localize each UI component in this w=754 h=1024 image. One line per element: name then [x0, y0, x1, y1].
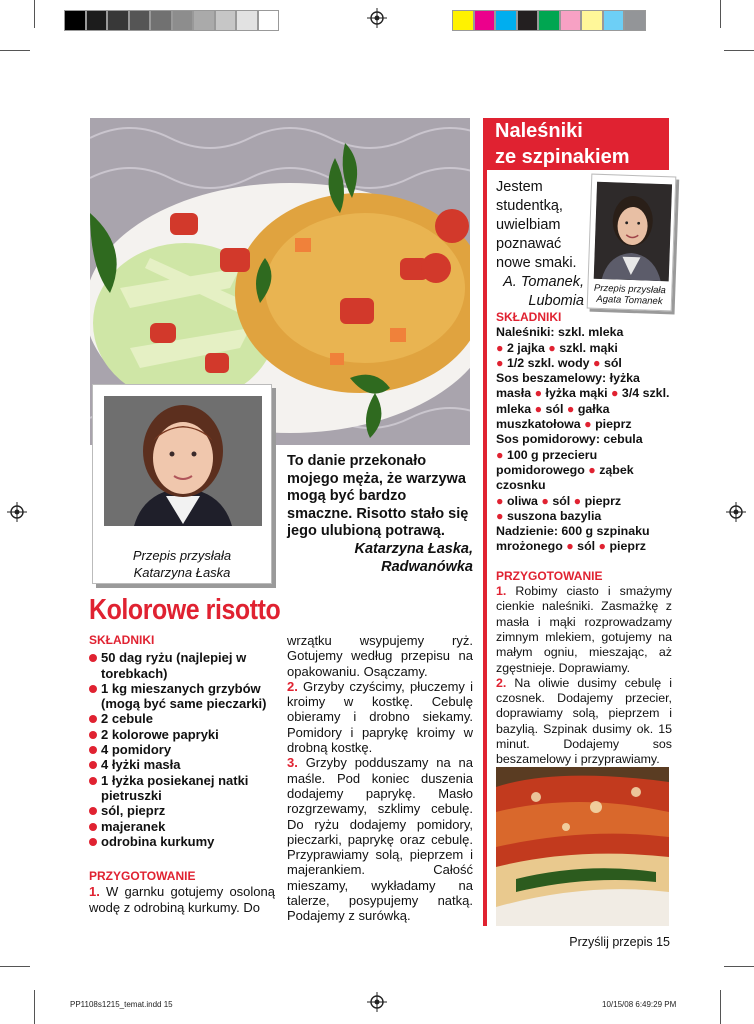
color-swatch: [517, 10, 539, 31]
recipe-quote: [287, 453, 473, 576]
cmyk-color-bar: [452, 10, 646, 31]
photo-caption: Przepis przysłała: [593, 282, 666, 297]
recipe-title: Kolorowe risotto: [89, 594, 281, 626]
color-swatch: [193, 10, 215, 31]
ingredient-item: 100 g przecieru pomidorowego: [496, 447, 598, 477]
ingredient-item: sól, pieprz: [89, 803, 275, 818]
ingredient-item: 2 cebule: [89, 711, 275, 726]
step-2: [287, 679, 473, 755]
ingredients-heading: SKŁADNIKI: [89, 633, 155, 647]
quote-place: Radwanówka: [381, 558, 473, 575]
crop-mark: [34, 990, 35, 1024]
ingredient-item: Nadzienie: 600 g szpinaku mrożonego: [496, 524, 650, 554]
intro-text: Jestem studentką, uwielbiam poznawać nowe smaki.: [496, 179, 577, 271]
quote-author: Katarzyna Łaska,: [354, 540, 473, 557]
pancakes-recipe: [496, 310, 672, 768]
step-text: Grzyby czyścimy, płuczemy i kroimy w kostkę. Cebulę obieramy i drobno siekamy. Pomidory i paprykę kroimy w drobną kostkę.: [287, 678, 473, 756]
ingredient-item: odrobina kurkumy: [89, 834, 275, 849]
ingredient-item: pieprz: [609, 539, 646, 554]
ingredient-item: oliwa: [506, 493, 538, 508]
step-number: 1.: [89, 884, 100, 900]
ingredient-item: pieprz: [584, 493, 622, 508]
ingredient-item: sól: [552, 493, 571, 508]
ingredient-item: Naleśniki: szkl. mleka: [496, 325, 624, 340]
sidebar-title: [487, 118, 669, 170]
crop-mark: [724, 966, 754, 967]
color-swatch: [538, 10, 560, 31]
author-portrait: [594, 182, 672, 282]
ingredient-item: gałka muszkatołowa: [496, 401, 610, 432]
ingredient-item: Sos pomidorowy: cebula: [496, 432, 643, 447]
color-swatch: [258, 10, 280, 31]
ingredient-item: sól: [545, 401, 564, 416]
color-swatch: [107, 10, 129, 31]
sidebar-title-line-1: Naleśniki: [495, 120, 583, 142]
step-2: [496, 676, 672, 768]
author-photo-card: [92, 384, 272, 584]
color-swatch: [172, 10, 194, 31]
color-swatch: [64, 10, 86, 31]
color-swatch: [581, 10, 603, 31]
registration-mark-icon: [367, 8, 387, 28]
step-1-continued: wrzątku wsypujemy ryż. Gotujemy według przepisu na opakowaniu. Osączamy.: [287, 633, 473, 679]
risotto-column-2: [287, 633, 473, 924]
ingredient-item: Sos beszamelowy: łyżka masła: [496, 371, 640, 401]
ingredient-item: 4 pomidory: [89, 742, 275, 757]
sidebar-title-line-2: ze szpinakiem: [495, 146, 630, 168]
ingredient-item: sól: [603, 355, 622, 370]
author-photo-card: [587, 174, 677, 312]
ingredient-item: majeranek: [89, 819, 275, 834]
color-swatch: [603, 10, 625, 31]
color-swatch: [624, 10, 646, 31]
color-swatch: [150, 10, 172, 31]
risotto-column-1: [89, 633, 275, 915]
ingredient-item: pieprz: [595, 417, 632, 432]
step-3: [287, 755, 473, 923]
quote-text: To danie przekonało mojego męża, że warzywa mogą być bardzo smaczne. Risotto stało się jego ulubioną potrawą.: [287, 453, 469, 540]
color-swatch: [452, 10, 474, 31]
ingredients-heading: SKŁADNIKI: [496, 310, 562, 324]
photo-caption-author: Katarzyna Łaska: [133, 565, 231, 580]
ingredient-item: sól: [577, 539, 596, 554]
registration-mark-icon: [367, 992, 387, 1012]
gray-color-bar: [64, 10, 279, 31]
ingredient-item: suszona bazylia: [506, 508, 602, 523]
color-swatch: [215, 10, 237, 31]
sidebar-intro: [496, 178, 584, 311]
ingredients-list: [89, 650, 275, 849]
photo-caption: Przepis przysłała: [132, 548, 232, 563]
ingredient-item: 2 jajka: [506, 340, 545, 355]
color-swatch: [236, 10, 258, 31]
ingredient-item: 4 łyżki masła: [89, 757, 275, 772]
date-slug: 10/15/08 6:49:29 PM: [602, 1000, 677, 1009]
color-swatch: [86, 10, 108, 31]
intro-place: Lubomia: [528, 293, 584, 309]
crop-mark: [720, 990, 721, 1024]
ingredient-item: 1/2 szkl. wody: [506, 355, 590, 370]
ingredient-item: 1 kg mieszanych grzybów (mogą być same pieczarki): [89, 681, 275, 712]
crop-mark: [34, 0, 35, 28]
intro-author: A. Tomanek,: [503, 274, 584, 290]
crop-mark: [724, 50, 754, 51]
ingredient-item: 50 dag ryżu (najlepiej w torebkach): [89, 650, 275, 681]
file-slug: PP1108s1215_temat.indd 15: [70, 1000, 173, 1009]
step-number: 2.: [287, 678, 298, 694]
crop-mark: [0, 50, 30, 51]
crop-mark: [0, 966, 30, 967]
page-footer: Przyślij przepis 15: [569, 935, 670, 949]
crop-mark: [720, 0, 721, 28]
ingredient-item: 3/4 szkl. mleka: [496, 386, 670, 416]
step-number: 1.: [496, 584, 507, 599]
ingredient-item: szkl. mąki: [559, 340, 618, 355]
step-number: 3.: [287, 755, 298, 771]
preparation-heading: PRZYGOTOWANIE: [496, 568, 603, 583]
color-swatch: [474, 10, 496, 31]
color-swatch: [129, 10, 151, 31]
step-text: Na oliwie dusimy cebulę i czosnek. Dodajemy przecier, doprawiamy solą, pieprzem i bazylią. Szpinak dusimy ok. 15 minut. Dodajemy sos beszamelowy i przyprawiamy.: [496, 675, 672, 767]
color-swatch: [495, 10, 517, 31]
registration-mark-icon: [7, 502, 27, 522]
sidebar-rule: [483, 118, 487, 926]
ingredients-list: Naleśniki: szkl. mleka ● 2 jajka ● szkl. mąki ● 1/2 szkl. wody ● sól Sos beszamelowy: łyżka masła ● łyżka mąki ● 3/4 szkl. mleka ● sól ● gałka muszkatołowa ● pieprz Sos pomidorowy: cebula ● 100 g przecieru pomidorowego ● ząbek czosnku ● oliwa ● sól ● pieprz ● suszona bazylia Nadzienie: 600 g szpinaku mrożonego ● sól ● pieprz: [496, 325, 670, 554]
author-portrait: [104, 396, 262, 526]
ingredient-item: 2 kolorowe papryki: [89, 727, 275, 742]
preparation-heading: PRZYGOTOWANIE: [89, 869, 196, 884]
ingredient-item: ząbek czosnku: [496, 462, 634, 493]
registration-mark-icon: [726, 502, 746, 522]
step-1: 1. W garnku gotujemy osoloną wodę z odrobiną kurkumy. Do: [89, 884, 275, 915]
step-text: Robimy ciasto i smażymy cienkie naleśniki. Zasmażkę z masła i mąki rozprowadzamy zimnym mlekiem, gotujemy na małym ogniu, mieszając, aż zgęstnieje. Doprawiamy.: [496, 584, 672, 675]
ingredient-item: łyżka mąki: [545, 386, 608, 401]
ingredient-item: 1 łyżka posiekanej natki pietruszki: [89, 773, 275, 804]
step-text: Grzyby podduszamy na na maśle. Pod koniec duszenia dodajemy paprykę. Masło rozgrzewamy, szklimy cebulę. Do ryżu dodajemy pomidory, pieczarki, paprykę oraz cebulę. Przyprawiamy solą, pieprzem i majerankiem. Całość mieszamy, wykładamy na talerze, posypujemy natką. Podajemy z surówką.: [287, 755, 473, 924]
step-number: 2.: [496, 675, 507, 690]
step-1: [496, 584, 672, 676]
pancakes-photo: [496, 767, 669, 926]
photo-caption-author: Agata Tomanek: [596, 293, 663, 308]
color-swatch: [560, 10, 582, 31]
